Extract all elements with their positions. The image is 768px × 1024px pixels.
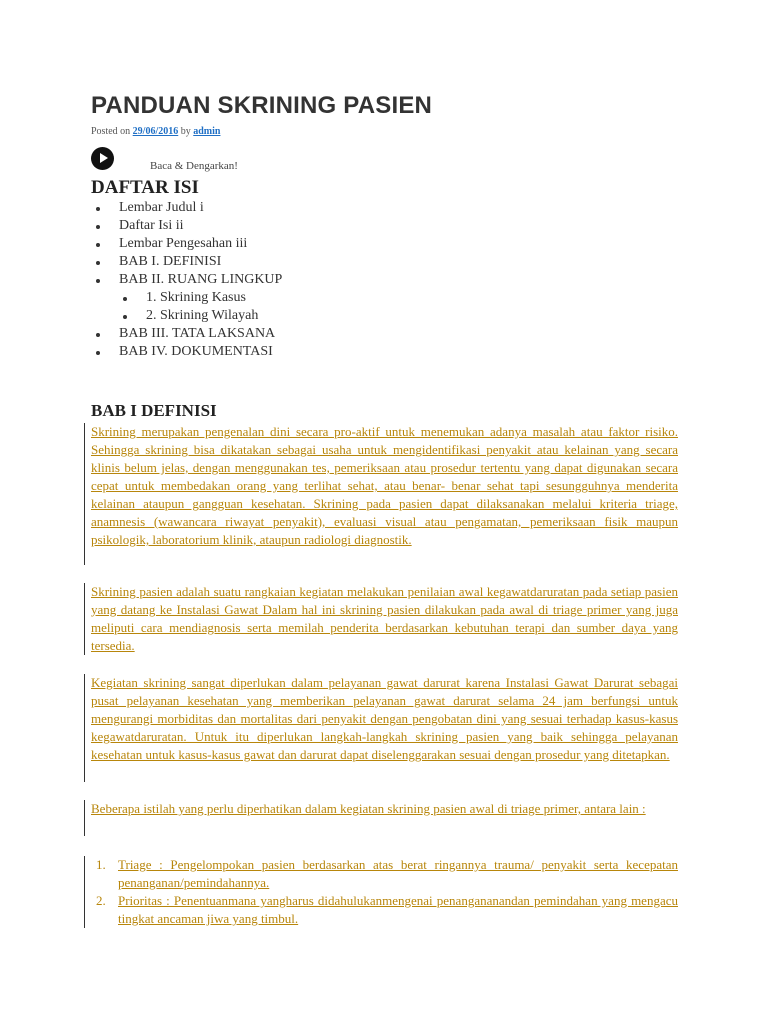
paragraph-definition: Skrining merupakan pengenalan dini secara pro-aktif untuk menemukan adanya masalah atau faktor risiko. Sehingga skrining bisa dikatakan sebagai usaha untuk mengidentifikasi penyakit atau kelainan yang secara klinis belum jelas, dengan menggunakan tes, pemeriksaan atau prosedur tertentu yang dapat digunakan secara cepat untuk membedakan orang yang terlihat sehat, atau benar- benar sehat tapi sesungguhnya menderita kelainan ataupun gangguan kesehatan. Skrining pada pasien dapat dilaksanakan melalui kriteria triage, anamnesis (wawancara riwayat penyakit), evaluasi visual atau pengamatan, pemeriksaan fisik maupun psikologik, laboratorium klinik, ataupun radiologi diagnostik. (91, 424, 678, 547)
change-bar (84, 800, 85, 836)
paragraph-screening: Skrining pasien adalah suatu rangkaian kegiatan melakukan penilaian awal kegawatdaruratan pada setiap pasien yang datang ke Instalasi Gawat Dalam hal ini skrining pasien dilakukan pada awal di triage primer yang juga meliputi cara mendiagnosis serta memilah penderita berdasarkan kebutuhan terapi dan sumber daya yang tersedia. (91, 584, 678, 653)
page-title: PANDUAN SKRINING PASIEN (91, 92, 433, 119)
list-text: Prioritas : Penentuanmana yangharus didahulukanmengenai penangananandan pemindahan yang mengacu tingkat ancaman jiwa yang timbul. (118, 893, 678, 926)
toc-item: BAB IV. DOKUMENTASI (91, 343, 282, 361)
change-bar (84, 674, 85, 782)
play-triangle (100, 153, 108, 163)
play-icon[interactable] (91, 147, 114, 170)
change-bar (84, 583, 85, 655)
toc-title: DAFTAR ISI (91, 177, 199, 198)
list-item (91, 856, 678, 892)
toc-subitem: 1. Skrining Kasus (91, 289, 282, 307)
toc-item: Lembar Judul i (91, 199, 282, 217)
toc-item: Daftar Isi ii (91, 217, 282, 235)
section-title: BAB I DEFINISI (91, 401, 217, 420)
list-number: 2. (96, 893, 106, 908)
posted-on-label: Posted on (91, 126, 133, 137)
toc-subitem: 2. Skrining Wilayah (91, 307, 282, 325)
toc-item: Lembar Pengesahan iii (91, 235, 282, 253)
change-bar (84, 856, 85, 928)
toc-item: BAB I. DEFINISI (91, 253, 282, 271)
author-link[interactable]: admin (193, 126, 221, 137)
list-number: 1. (96, 857, 106, 872)
change-bar (84, 423, 85, 565)
list-item (91, 892, 678, 928)
list-text: Triage : Pengelompokan pasien berdasarkan atas berat ringannya trauma/ penyakit serta kecepatan penanganan/pemindahannya. (118, 857, 678, 890)
by-label: by (178, 126, 194, 137)
paragraph-terms: Beberapa istilah yang perlu diperhatikan dalam kegiatan skrining pasien awal di triage primer, antara lain : (91, 801, 646, 816)
toc-item: BAB II. RUANG LINGKUP (91, 271, 282, 289)
toc-item: BAB III. TATA LAKSANA (91, 325, 282, 343)
table-of-contents (91, 199, 282, 361)
post-meta (91, 126, 220, 137)
listen-label: Baca & Dengarkan! (150, 160, 238, 172)
paragraph-activities: Kegiatan skrining sangat diperlukan dalam pelayanan gawat darurat karena Instalasi Gawat Darurat sebagai pusat pelayanan kesehatan yang memberikan pelayanan gawat darurat selama 24 jam berfungsi untuk mengurangi morbiditas dan mortalitas dari penyakit dengan pengobatan dini yang sesuai terhadap kasus-kasus kegawatdaruratan. Untuk itu diperlukan langkah-langkah skrining pasien yang baik sehingga pelayanan kesehatan untuk kasus-kasus gawat dan darurat dapat diselenggarakan sesuai dengan prosedur yang ditetapkan. (91, 675, 678, 762)
terms-list (91, 856, 678, 928)
post-date-link[interactable]: 29/06/2016 (132, 126, 179, 137)
